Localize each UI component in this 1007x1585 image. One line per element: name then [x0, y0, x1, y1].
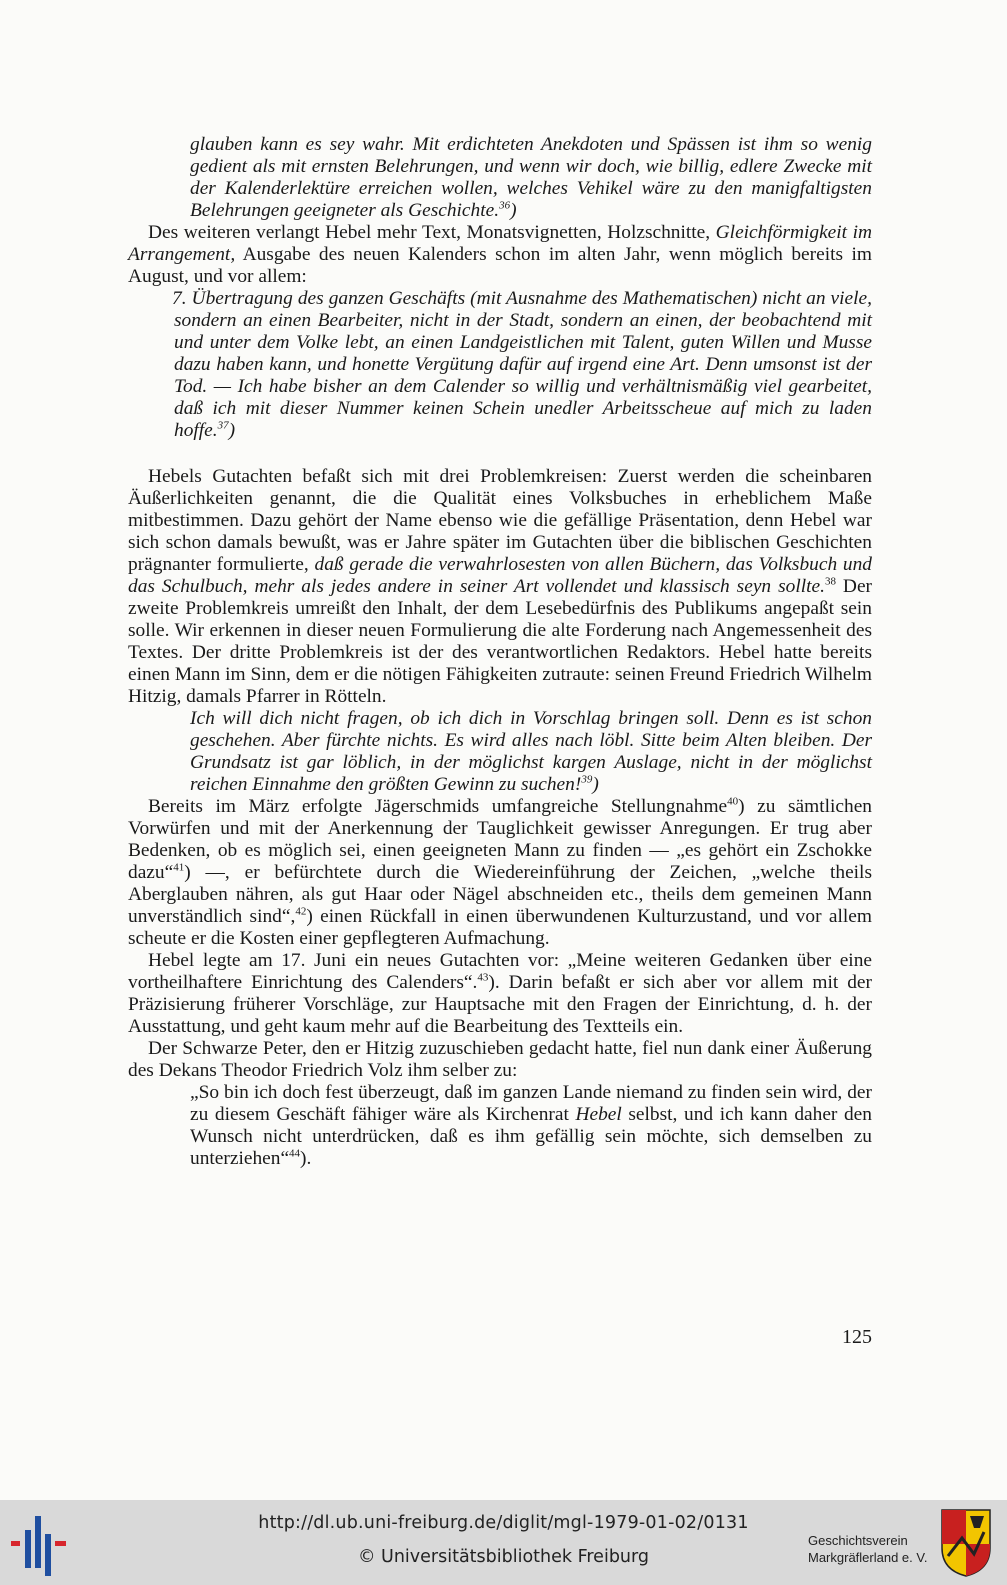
footnote-41: 41 — [173, 861, 185, 874]
paragraph: Der Schwarze Peter, den er Hitzig zuzuschieben gedacht hatte, fiel nun dank einer Äußerung des Dekans Theodor Friedrich Volz ihm selber zu: — [128, 1038, 872, 1081]
footnote-38: 38 — [824, 575, 836, 588]
footnote-37: 37 — [217, 419, 229, 432]
paragraph: Des weiteren verlangt Hebel mehr Text, Monatsvignetten, Holzschnitte, Gleichförmigkeit im Arrangement, Ausgabe des neuen Kalenders schon im alten Jahr, wenn möglich bereits im August, und vor allem: — [128, 222, 872, 287]
footnote-44: 44 — [289, 1147, 301, 1160]
footnote-43: 43 — [477, 971, 489, 984]
footnote-36: 36 — [499, 199, 511, 212]
paragraph: Hebel legte am 17. Juni ein neues Gutachten vor: „Meine weiteren Gedanken über eine vortheilhaftere Einrichtung des Calenders“.$^{43}$). Darin befaßt er sich aber vor allem mit der Präzisierung früherer Vorschläge, zur Hauptsache mit den Fragen der Einrichtung, d. h. der Ausstattung, und geht kaum mehr auf die Bearbeitung des Textteils ein. — [128, 950, 872, 1037]
footnote-42: 42 — [295, 905, 307, 918]
footnote-40: 40 — [727, 795, 739, 808]
society-line-1: Geschichtsverein — [808, 1533, 908, 1548]
copyright-text: © Universitätsbibliothek Freiburg — [357, 1547, 650, 1567]
society-line-2: Markgräflerland e. V. — [808, 1550, 928, 1565]
society-name — [808, 1532, 928, 1566]
quote-37: 7. Übertragung des ganzen Geschäfts (mit Ausnahme des Mathematischen) nicht an viele, sondern an einen Bearbeiter, nicht in der Stadt, sondern an einen, der beobachtend mit und unter dem Volke lebt, an einen Landgeistlichen mit Talent, guten Willen und Musse dazu haben kann, und honette Vergütung dafür auf irgend eine Art. Denn umsonst ist der Tod. — Ich habe bisher an dem Calender so willig und verhältnismäßig viel gearbeitet, daß ich mit dieser Nummer keinen Schein unedler Arbeitsscheue auf mich zu laden hoffe.$^{37}$) — [172, 288, 872, 441]
body-text — [128, 134, 872, 1170]
paragraph: Bereits im März erfolgte Jägerschmids umfangreiche Stellungnahme$^{40}$) zu sämtlichen Vorwürfen und mit der Anerkennung der Tauglichkeit gewisser Anregungen. Er trug aber Bedenken, ob es möglich sei, einen geeigneten Mann zu finden — „es gehört ein Zschokke dazu“$^{41}$) —, er befürchtete durch die Wiedereinführung der Zeichen, „welche theils Aberglauben nähren, als gut Haar oder Nägel abschneiden etc., theils dem gemeinen Mann unverständlich sind“,$^{42}$) einen Rückfall in einen überwundenen Kulturzustand, und vor allem scheute er die Kosten einer gepflegteren Aufmachung. — [128, 795, 872, 949]
quote-44: „So bin ich doch fest überzeugt, daß im ganzen Lande niemand zu finden sein wird, der zu diesem Geschäft fähiger wäre als Kirchenrat Hebel selbst, und ich kann daher den Wunsch nicht unterdrücken, daß es ihm gefällig sein möchte, sich demselben zu unterziehen“$^{44}$). — [190, 1082, 872, 1169]
footnote-39: 39 — [581, 773, 593, 786]
paragraph: Hebels Gutachten befaßt sich mit drei Problemkreisen: Zuerst werden die scheinbaren Äußerlichkeiten genannt, die die Qualität eines Volksbuches in erheblichem Maße mitbestimmen. Dazu gehört der Name ebenso wie die gefällige Präsentation, denn Hebel war sich schon damals bewußt, was er Jahre später im Gutachten über die biblischen Geschichten prägnanter formulierte, daß gerade die verwahrlosesten von allen Büchern, das Volksbuch und das Schulbuch, mehr als jedes andere in seiner Art vollendet und klassisch seyn sollte.$^{38}$ Der zweite Problemkreis umreißt den Inhalt, der dem Lesebedürfnis des Publikums angepaßt sein solle. Wir erkennen in dieser neuen Formulierung die alte Forderung nach Angemessenheit des Textes. Der dritte Problemkreis ist der des verantwortlichen Redaktors. Hebel hatte bereits einen Mann im Sinn, dem er die nötigen Fähigkeiten zutraute: seinen Freund Friedrich Wilhelm Hitzig, damals Pfarrer in Rötteln. — [128, 466, 873, 707]
permalink-url[interactable]: http://dl.ub.uni-freiburg.de/diglit/mgl-1979-01-02/0131 — [258, 1513, 749, 1533]
page-number: 125 — [842, 1326, 872, 1348]
coat-of-arms-icon[interactable] — [940, 1508, 992, 1578]
quote-39: Ich will dich nicht fragen, ob ich dich in Vorschlag bringen soll. Denn es ist schon geschehen. Aber fürchte nichts. Es wird alles nach löbl. Sitte beim Alten bleiben. Der Grundsatz ist gar löblich, in der möglichst kargen Auslage, nicht in der möglichst reichen Einnahme den größten Gewinn zu suchen!$^{39}$) — [190, 708, 872, 795]
quote-36: glauben kann es sey wahr. Mit erdichteten Anekdoten und Spässen ist ihm so wenig gedient als mit ernsten Belehrungen, und wenn wir doch, wie billig, edlere Zwecke mit der Kalenderlektüre erreichen wollen, welches Vehikel wäre zu den manigfaltigsten Belehrungen geeigneter als Geschichte.$^{36}$) — [190, 134, 872, 221]
